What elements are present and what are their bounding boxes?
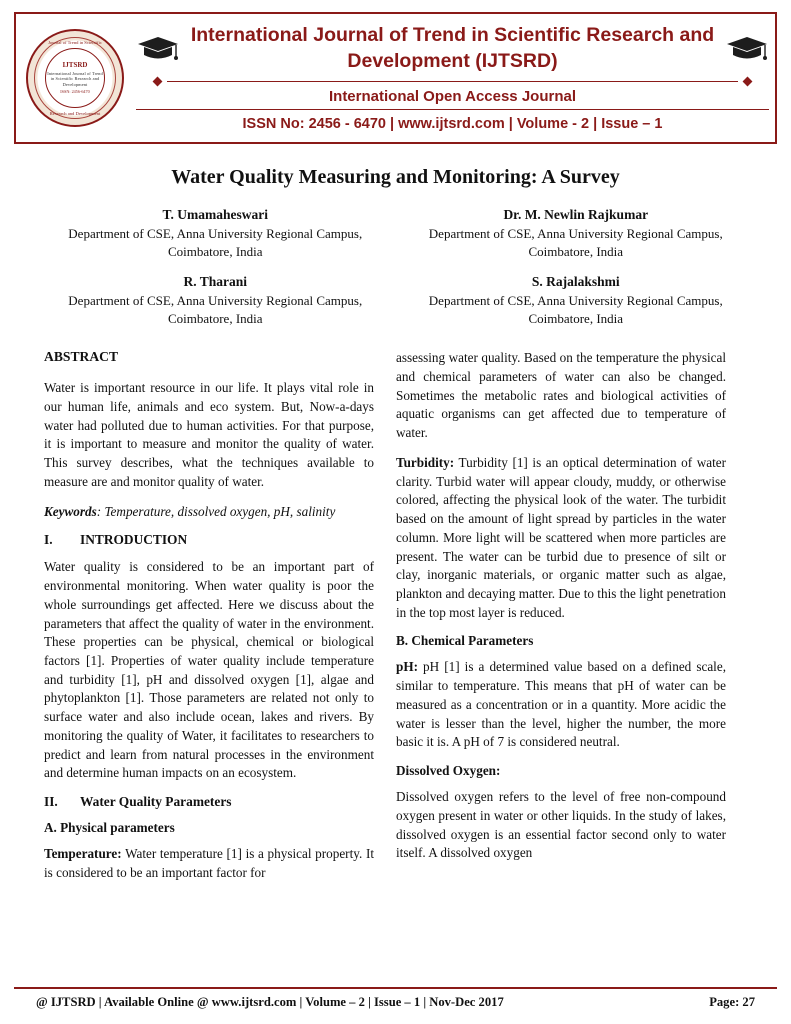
author-name: R. Tharani <box>183 274 248 290</box>
author-affiliation: Department of CSE, Anna University Regional Campus, Coimbatore, India <box>428 226 723 259</box>
author-entry <box>44 274 387 327</box>
column-left <box>44 349 374 893</box>
logo-issn: ISSN: 2456-6470 <box>60 89 90 95</box>
issn-volume-line: ISSN No: 2456 - 6470 | www.ijtsrd.com | Volume - 2 | Issue – 1 <box>136 109 769 132</box>
diamond-icon-left <box>153 76 163 86</box>
diamond-icon-right <box>743 76 753 86</box>
divider-rule <box>167 81 738 82</box>
paper-content <box>0 166 791 894</box>
temperature-text: Water temperature [1] is a physical property. It is considered to be an important factor for <box>44 846 374 880</box>
temperature-continuation: assessing water quality. Based on the temperature the physical and chemical parameters of water can also be changed. Sometimes the metabolic rates and biological activities of aquatic organisms can get affected due to temperature of water. <box>396 350 726 441</box>
author-name: T. Umamaheswari <box>162 207 268 222</box>
subsection-chemical-parameters: B. Chemical Parameters <box>396 633 534 649</box>
subsection-dissolved-oxygen: Dissolved Oxygen: <box>396 763 501 779</box>
section-heading-parameters <box>44 794 374 810</box>
header-divider <box>154 78 751 85</box>
section-heading-introduction <box>44 532 374 548</box>
logo-acronym: IJTSRD <box>62 60 88 69</box>
ph-text: pH [1] is a determined value based on a defined scale, similar to temperature. This means that pH of water can be measured as a concentration or in a quantity. More acidic the water is lesser than the level, higher the number, the more basic it is. A pH of 7 is considered neutral. <box>396 659 726 750</box>
turbidity-paragraph <box>396 454 726 623</box>
journal-title: International Journal of Trend in Scientific Research and Development (IJTSRD) <box>190 24 715 73</box>
graduation-cap-icon-right <box>725 33 769 63</box>
turbidity-text: Turbidity [1] is an optical determination of water clarity. Turbid water will appear cloudy, muddy, or otherwise colored, affecting the physical look of the water. The turbidit based on the amount of light spread by particles in the water column. More light will be scattered when more particles are present. The water can be turbid due to presence of silt or clay, inorganic materials, or organic matter such as algae, plankton and decaying matter. Due to this the light penetration in the top most layer is reduced. <box>396 454 726 620</box>
graduation-cap-icon-left <box>136 33 180 63</box>
author-affiliation: Department of CSE, Anna University Regional Campus, Coimbatore, India <box>428 293 723 326</box>
logo-inner-disc <box>45 48 105 108</box>
temperature-paragraph <box>44 845 374 882</box>
subsection-physical-parameters: A. Physical parameters <box>44 820 175 836</box>
page-footer <box>14 987 777 1010</box>
dissolved-oxygen-text: Dissolved oxygen refers to the level of free non-compound oxygen present in water or other liquids. In the study of lakes, dissolved oxygen is an essential factor second only to water itself. A dissolved oxygen <box>396 789 726 861</box>
abstract-heading: ABSTRACT <box>44 349 119 365</box>
journal-header <box>14 12 777 144</box>
author-affiliation: Department of CSE, Anna University Regional Campus, Coimbatore, India <box>68 226 363 259</box>
author-name: S. Rajalakshmi <box>531 274 620 290</box>
footer-left-text: @ IJTSRD | Available Online @ www.ijtsrd.com | Volume – 2 | Issue – 1 | Nov-Dec 2017 <box>36 995 504 1009</box>
open-access-line: International Open Access Journal <box>328 87 576 105</box>
author-affiliation: Department of CSE, Anna University Regional Campus, Coimbatore, India <box>68 293 363 326</box>
author-entry <box>405 274 748 327</box>
section-title: Water Quality Parameters <box>80 794 232 810</box>
temperature-label: Temperature: <box>44 846 122 862</box>
keywords-label: Keywords <box>44 503 97 519</box>
two-column-body <box>44 349 747 893</box>
keywords-line <box>44 503 374 522</box>
ph-label: pH: <box>396 659 418 675</box>
section-number: I. <box>44 532 53 548</box>
section-number: II. <box>44 794 58 810</box>
header-title-row <box>136 20 769 75</box>
header-main <box>134 14 775 142</box>
column-right <box>396 349 726 893</box>
journal-logo <box>16 14 134 142</box>
author-entry <box>405 207 748 260</box>
logo-ring-bottom-text: Research and Development <box>49 111 101 116</box>
introduction-text: Water quality is considered to be an important part of environmental monitoring. When water quality is poor the whole surroundings get affected. Here we discuss about the parameters that affect the quality of water in the environment. These properties can be physical, chemical or biological factors [1]. Properties of water quality include temperature and turbidity [1], pH and dissolved oxygen [1], algae and phytoplankton [1]. Those parameters are related not only to surface water and also include ocean, lakes and rivers. By monitoring the quality of Water, it facilitates to researchers to predict and learn from natural processes in the environment and determine human impacts on an ecosystem. <box>44 559 374 781</box>
logo-ring-top-text: Journal of Trend in Scientific <box>48 40 102 45</box>
logo-seal-icon <box>26 29 124 127</box>
author-name: Dr. M. Newlin Rajkumar <box>503 207 649 222</box>
turbidity-label: Turbidity: <box>396 454 455 470</box>
section-title: INTRODUCTION <box>80 532 188 548</box>
ph-paragraph <box>396 658 726 752</box>
keywords-text: : Temperature, dissolved oxygen, pH, salinity <box>96 503 336 519</box>
page-title: Water Quality Measuring and Monitoring: A Survey <box>171 166 620 188</box>
abstract-text: Water is important resource in our life. It plays vital role in our human life, animals and eco system. But, Now-a-days water had polluted due to human activities. For that purpose, it is important to measure and monitor the quality of water. This survey describes, what the techniques available to measure are and monitor quality of water. <box>44 380 374 489</box>
author-block <box>44 207 747 327</box>
author-entry <box>44 207 387 260</box>
logo-fullname: International Journal of Trend in Scientific Research and Development <box>47 70 103 87</box>
footer-page-number: Page: 27 <box>709 995 755 1009</box>
